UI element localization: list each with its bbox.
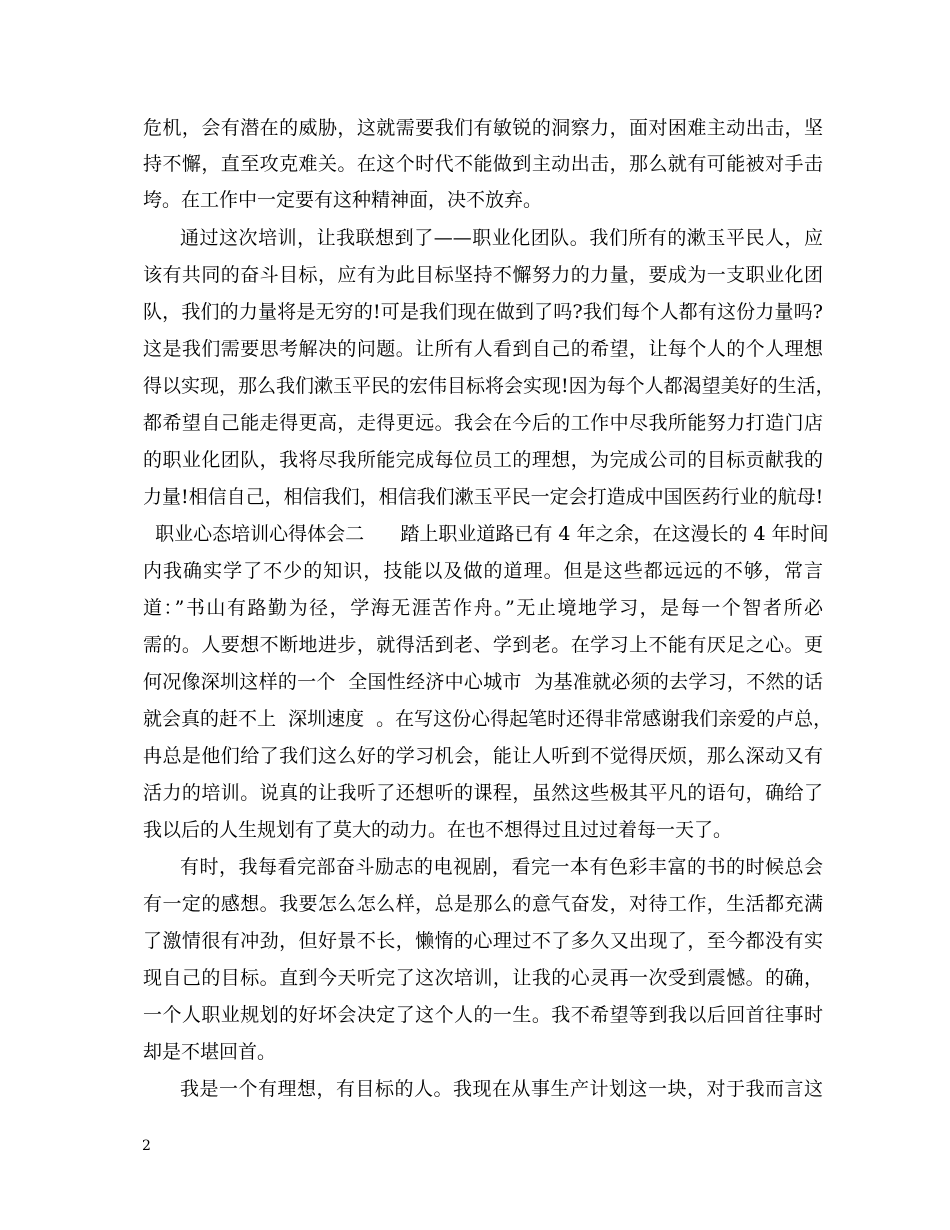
text-line: 持不懈，直至攻克难关。在这个时代不能做到主动出击，那么就有可能被对手击 [143,153,823,175]
section-heading-line: 职业心态培训心得体会二 踏上职业道路已有 4 年之余，在这漫长的 4 年时间 [143,523,829,545]
text-line: 有时，我每看完部奋斗励志的电视剧，看完一本有色彩丰富的书的时候总会 [180,856,823,878]
text-line: 冉总是他们给了我们这么好的学习机会，能让人听到不觉得厌烦，那么深动又有 [143,745,823,767]
text-line: 一个人职业规划的好坏会决定了这个人的一生。我不希望等到我以后回首往事时 [143,1004,823,1026]
page-number: 2 [142,1138,151,1154]
text-line: 活力的培训。说真的让我听了还想听的课程，虽然这些极其平凡的语句，确给了 [143,782,823,804]
text-line: 我是一个有理想，有目标的人。我现在从事生产计划这一块，对于我而言这 [180,1078,823,1100]
text-line: 就会真的赶不上 深圳速度 。在写这份心得起笔时还得非常感谢我们亲爱的卢总， [143,708,833,730]
text-line: 垮。在工作中一定要有这种精神面，决不放弃。 [143,189,543,211]
text-line: 道：”书山有路勤为径，学海无涯苦作舟。”无止境地学习，是每一个智者所必 [143,597,823,619]
text-line: 有一定的感想。我要怎么怎么样，总是那么的意气奋发，对待工作，生活都充满 [143,893,823,915]
text-line: 我以后的人生规划有了莫大的动力。在也不想得过且过过着每一天了。 [143,819,733,841]
text-line: 何况像深圳这样的一个 全国性经济中心城市 为基准就必须的去学习，不然的话 [143,671,823,693]
text-line: 的职业化团队，我将尽我所能完成每位员工的理想，为完成公司的目标贡献我的 [143,449,823,471]
text-line: 力量!相信自己，相信我们，相信我们漱玉平民一定会打造成中国医药行业的航母! [143,486,824,508]
text-line: 内我确实学了不少的知识，技能以及做的道理。但是这些都远远的不够，常言 [143,560,823,582]
text-line: 现自己的目标。直到今天听完了这次培训，让我的心灵再一次受到震憾。的确， [143,967,823,989]
text-line: 都希望自己能走得更高，走得更远。我会在今后的工作中尽我所能努力打造门店 [143,412,823,434]
text-line: 需的。人要想不断地进步，就得活到老、学到老。在学习上不能有厌足之心。更 [143,634,823,656]
text-line: 却是不堪回首。 [143,1041,277,1063]
text-line: 这是我们需要思考解决的问题。让所有人看到自己的希望，让每个人的个人理想 [143,338,823,360]
text-line: 了激情很有冲劲，但好景不长，懒惰的心理过不了多久又出现了，至今都没有实 [143,930,823,952]
text-line: 队，我们的力量将是无穷的!可是我们现在做到了吗?我们每个人都有这份力量吗? [143,301,823,323]
text-line: 该有共同的奋斗目标，应有为此目标坚持不懈努力的力量，要成为一支职业化团 [143,264,823,286]
text-line: 通过这次培训，让我联想到了——职业化团队。我们所有的漱玉平民人，应 [180,227,823,249]
text-line: 得以实现，那么我们漱玉平民的宏伟目标将会实现!因为每个人都渴望美好的生活， [143,375,835,397]
text-line: 危机，会有潜在的威胁，这就需要我们有敏锐的洞察力，面对困难主动出击，坚 [143,117,823,139]
